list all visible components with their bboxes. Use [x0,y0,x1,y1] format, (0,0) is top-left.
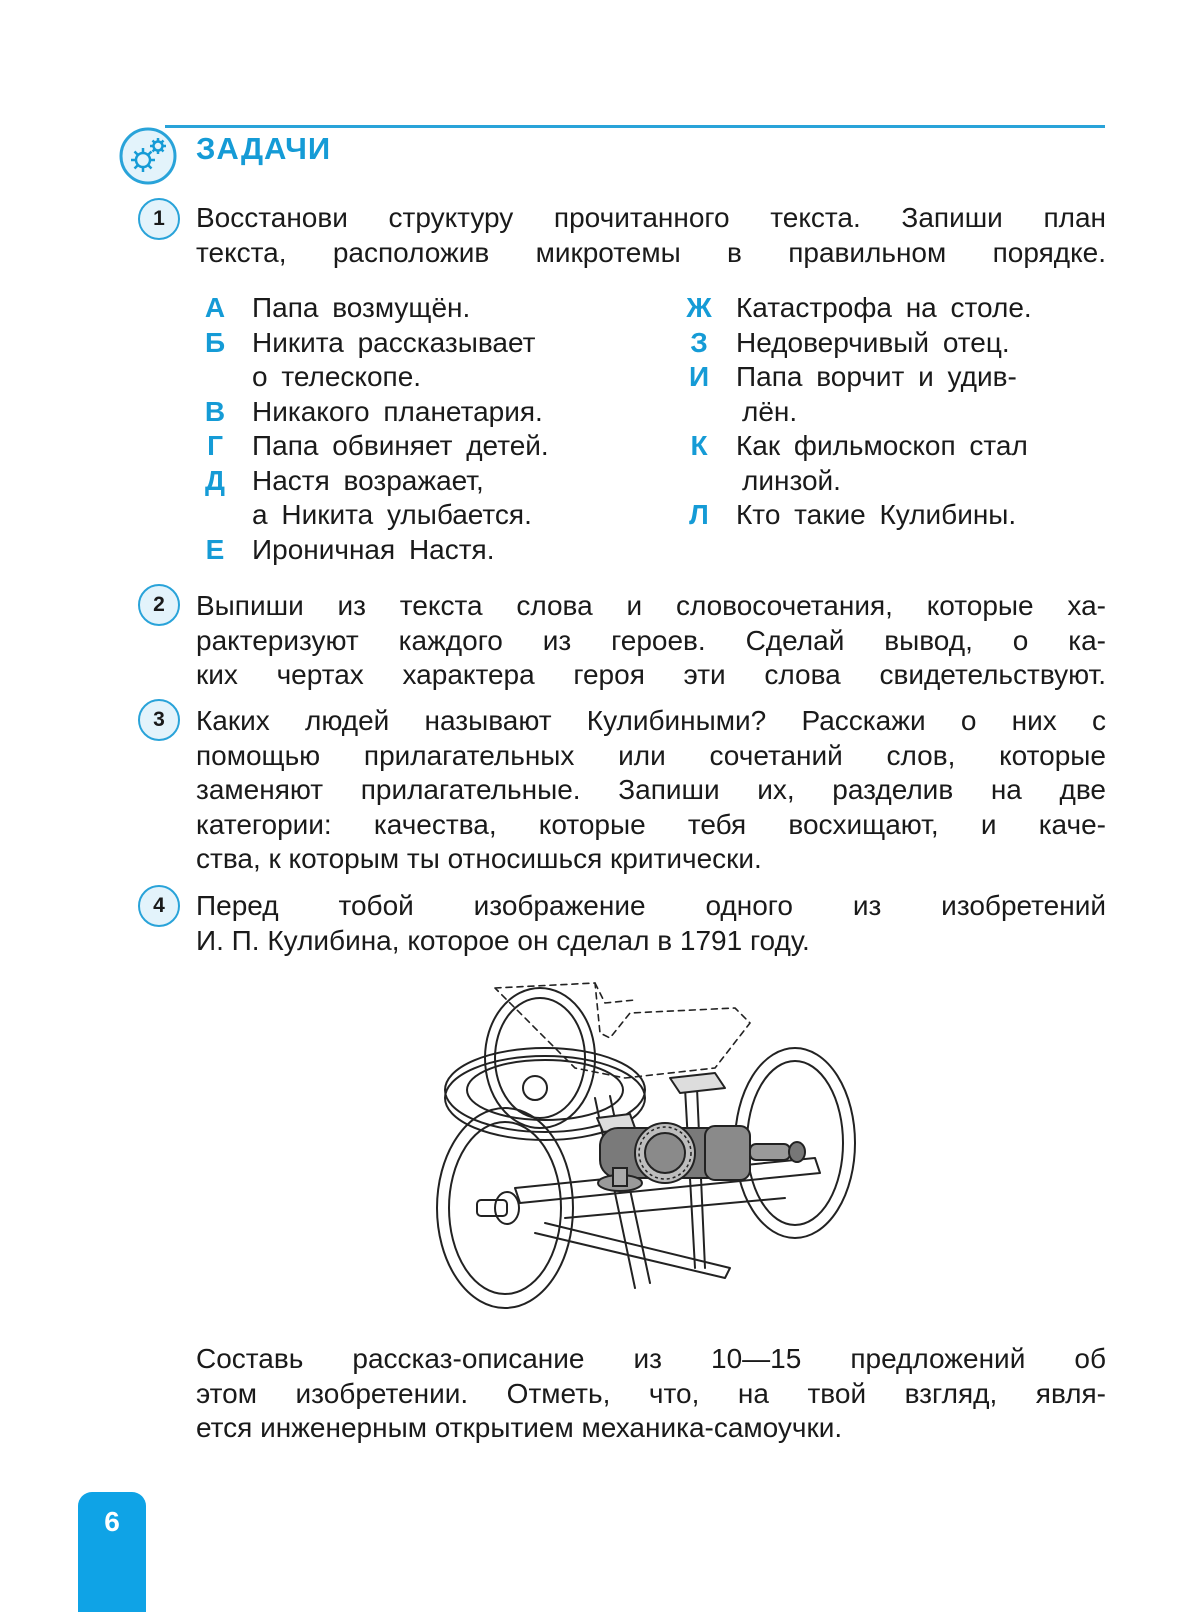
text-line: ется инженерным открытием механика-самоучки. [196,1412,843,1443]
option-text: Как фильмоскоп стал [736,430,1028,461]
text-line: категории: качества, которые тебя восхищают, и каче- [196,808,1106,840]
option-text: Недоверчивый отец. [736,326,1010,358]
option-letter: И [688,361,710,392]
text-line: Восстанови структуру прочитанного текста. Запиши план [196,202,1106,233]
kulibin-carriage-icon [425,978,885,1338]
option-letter: А [204,292,226,323]
text-line: заменяют прилагательные. Запиши их, разделив на две [196,774,1106,805]
options-right-column [684,291,1104,533]
list-item [684,360,1104,429]
list-item [684,291,1104,326]
list-item [200,291,640,326]
options-left-column [200,291,640,567]
list-item [684,326,1104,361]
list-item [200,533,640,568]
text-line: Каких людей называют Кулибиными? Расскажи о них с [196,705,1106,736]
text-line: И. П. Кулибина, которое он сделал в 1791 году. [196,924,810,956]
option-letter: Е [205,533,225,565]
option-text: Никакого планетария. [252,395,543,427]
option-letter: В [204,395,226,427]
text-line: ства, к которым ты относишься критически. [196,843,762,874]
option-text: линзой. [742,464,841,496]
section-divider [165,125,1105,128]
text-line: этом изобретении. Отметь, что, на твой взгляд, явля- [196,1377,1106,1409]
option-text: Никита рассказывает [252,326,536,358]
option-text: а Никита улыбается. [252,499,532,530]
option-text: Кто такие Кулибины. [736,499,1017,530]
option-text: Папа возмущён. [252,292,471,323]
list-item [684,498,1104,533]
text-line: Составь рассказ-описание из 10—15 предложений об [196,1343,1106,1374]
text-line: рактеризуют каждого из героев. Сделай вывод, о ка- [196,624,1106,656]
task-number-badge: 2 [138,584,180,626]
option-letter: Л [689,499,709,530]
list-item [200,395,640,430]
page-number-tab [78,1492,146,1612]
list-item [684,429,1104,498]
text-line: Выпиши из текста слова и словосочетания, которые ха- [196,590,1106,621]
option-text: Ироничная Настя. [252,533,495,565]
closing-text [196,1342,1106,1446]
task-number-badge: 4 [138,885,180,927]
text-line: Перед тобой изображение одного из изобретений [196,890,1106,921]
task-3-text [196,704,1106,877]
task-4-text [196,889,1106,958]
option-letter: Б [204,326,226,358]
task-number-badge: 3 [138,699,180,741]
option-text: Настя возражает, [252,464,484,496]
option-text: о телескопе. [252,361,422,392]
list-item [200,429,640,464]
section-title: ЗАДАЧИ [196,131,332,166]
text-line: помощью прилагательных или сочетаний слов, которые [196,739,1106,771]
list-item [200,326,640,395]
list-item [200,464,640,533]
option-letter: К [690,430,708,461]
option-letter: Д [205,464,225,496]
text-line: ких чертах характера героя эти слова свидетельствуют. [196,659,1106,690]
option-letter: Г [207,430,223,461]
option-letter: Ж [686,292,712,323]
option-text: Папа ворчит и удив- [736,361,1017,392]
task-2-text [196,589,1106,693]
text-line: текста, расположив микротемы в правильном порядке. [196,236,1106,268]
page-number: 6 [104,1506,120,1537]
option-text: лён. [742,395,798,427]
option-letter: З [690,326,708,358]
option-text: Катастрофа на столе. [736,292,1032,323]
option-text: Папа обвиняет детей. [252,430,549,461]
task-1-text [196,201,1106,270]
task-number-badge: 1 [138,198,180,240]
gears-icon [118,126,178,186]
